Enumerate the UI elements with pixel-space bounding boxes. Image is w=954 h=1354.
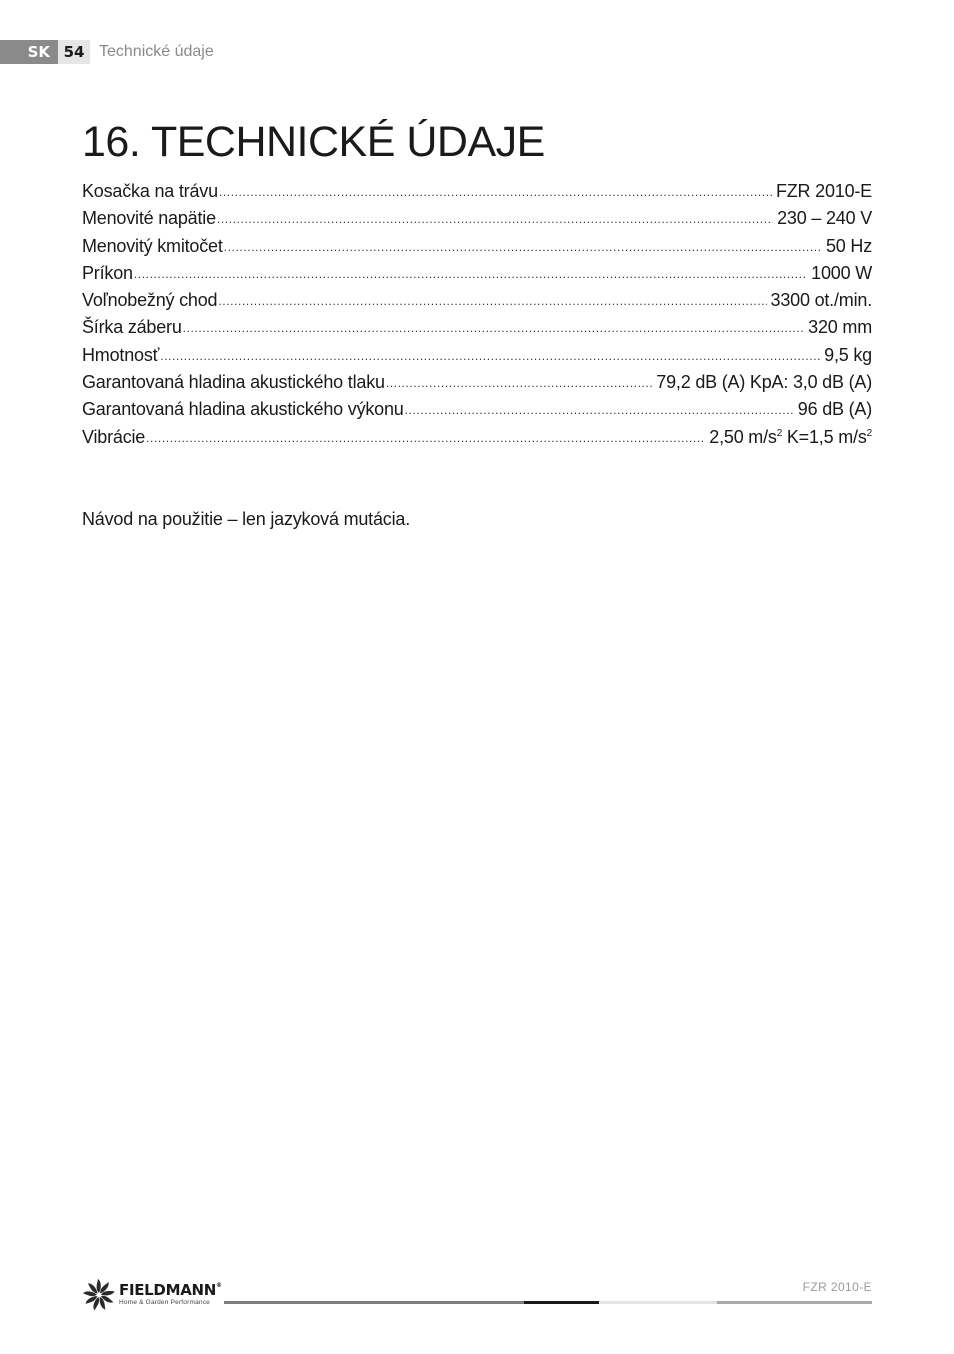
spec-value: FZR 2010-E <box>775 181 872 201</box>
section-name: Technické údaje <box>99 43 214 60</box>
spec-row-cutting-width <box>82 315 872 342</box>
spec-value: 230 – 240 V <box>777 208 872 229</box>
dot-leader <box>386 370 652 388</box>
spec-value: 320 mm <box>808 317 872 338</box>
spec-label: Šírka záberu <box>82 317 182 338</box>
dot-leader <box>134 261 807 279</box>
dot-leader <box>224 234 822 252</box>
trademark: ® <box>216 1282 222 1290</box>
language-tab: SK <box>0 40 58 64</box>
spec-value <box>709 427 872 448</box>
dot-leader <box>219 179 772 197</box>
spec-row-voltage <box>82 206 872 233</box>
spec-label: Voľnobežný chod <box>82 290 218 311</box>
superscript: 2 <box>776 427 783 439</box>
spec-list <box>82 179 872 452</box>
spec-row-sound-power <box>82 397 872 424</box>
brand-tagline: Home & Garden Performance <box>119 1299 210 1307</box>
uncertainty-value: K=1,5 m/s <box>782 426 867 447</box>
pinwheel-icon <box>82 1278 116 1312</box>
spec-row-frequency <box>82 234 872 261</box>
spec-label: Menovitý kmitočet <box>82 235 223 256</box>
page-header <box>0 40 214 64</box>
rule-segment <box>717 1301 872 1304</box>
spec-label: Garantovaná hladina akustického výkonu <box>82 399 404 420</box>
spec-value: 96 dB (A) <box>797 399 872 420</box>
spec-label: Kosačka na trávu <box>82 181 218 201</box>
spec-value: 79,2 dB (A) KpA: 3,0 dB (A) <box>656 372 872 393</box>
dot-leader <box>146 425 705 443</box>
spec-label: Vibrácie <box>82 426 146 447</box>
spec-row-weight <box>82 343 872 370</box>
page-number: 54 <box>58 40 90 64</box>
spec-row-vibration <box>82 425 872 452</box>
dot-leader <box>160 343 820 361</box>
spec-row-idle-speed <box>82 288 872 315</box>
spec-label: Príkon <box>82 262 133 283</box>
dot-leader <box>218 288 766 306</box>
spec-row-sound-pressure <box>82 370 872 397</box>
brand-name <box>119 1283 222 1298</box>
superscript: 2 <box>866 427 872 439</box>
dot-leader <box>217 206 773 224</box>
spec-value: 9,5 kg <box>824 344 872 365</box>
footer-model: FZR 2010-E <box>802 1280 872 1294</box>
language-note: Návod na použitie – len jazyková mutácia. <box>82 509 410 529</box>
rule-segment <box>599 1301 717 1304</box>
logo-text <box>119 1283 222 1307</box>
rule-segment <box>524 1301 599 1304</box>
spec-label: Menovité napätie <box>82 208 216 229</box>
page-title: 16. TECHNICKÉ ÚDAJE <box>82 118 545 166</box>
spec-value: 3300 ot./min. <box>770 290 872 311</box>
fieldmann-logo <box>82 1278 232 1312</box>
rule-segment <box>224 1301 524 1304</box>
spec-label: Hmotnosť <box>82 344 160 365</box>
dot-leader <box>183 315 805 333</box>
spec-row-mower <box>82 179 872 206</box>
spec-row-power <box>82 261 872 288</box>
spec-label: Garantovaná hladina akustického tlaku <box>82 372 385 393</box>
spec-value: 50 Hz <box>825 235 872 256</box>
dot-leader <box>405 397 794 415</box>
brand-wordmark: FIELDMANN <box>119 1281 217 1300</box>
footer-rule <box>224 1301 872 1304</box>
spec-value: 1000 W <box>811 262 872 283</box>
vibration-value: 2,50 m/s <box>709 426 777 447</box>
